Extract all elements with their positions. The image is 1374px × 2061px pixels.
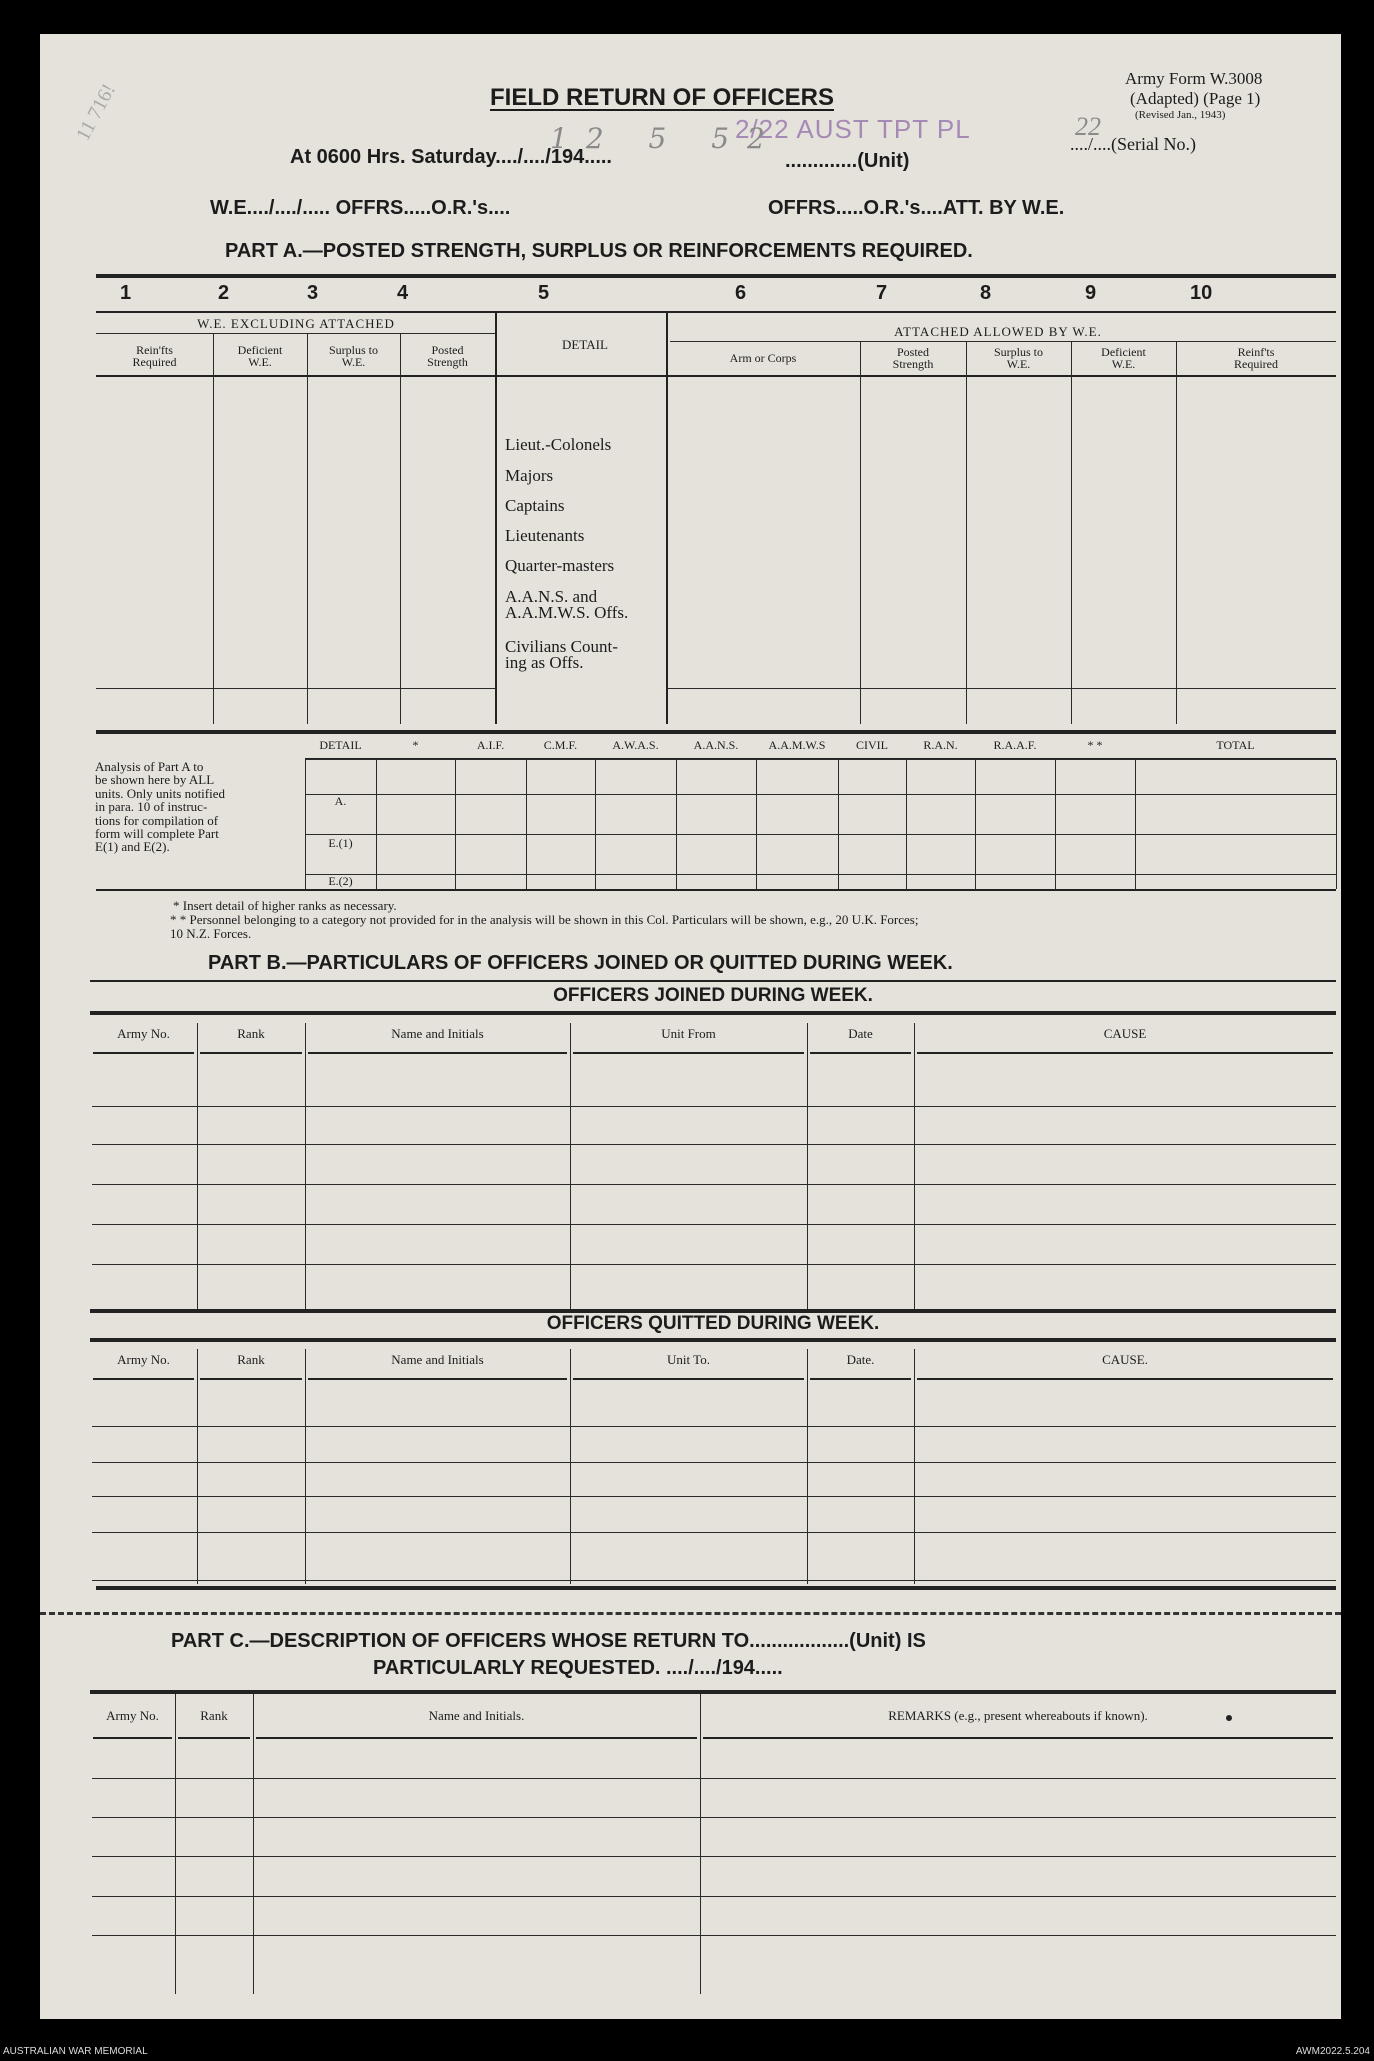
rule-line [807,1023,808,1309]
rule-line [305,874,1336,875]
rule-line [92,1224,1336,1225]
rule-line [305,760,306,889]
column-header: Reinf'ts Required [1234,345,1278,371]
column-number: 5 [538,282,550,304]
unit-label: .............(Unit) [785,150,910,172]
rule-line [92,1106,1336,1107]
rule-line [92,1580,1336,1581]
rule-line [305,794,1336,795]
column-number: 9 [1085,282,1097,304]
form-title: FIELD RETURN OF OFFICERS [490,84,834,111]
rule-line [455,760,456,889]
column-number: 1 [120,282,132,304]
analysis-header: A.A.N.S. [693,738,739,752]
part-b-title: PART B.—PARTICULARS OF OFFICERS JOINED OR QUITTED DURING WEEK. [208,952,953,974]
rule-line [914,1023,915,1309]
rule-line [703,1737,1333,1739]
rule-line [92,1426,1336,1427]
rule-line [810,1052,911,1054]
we-excluding-header: W.E. EXCLUDING ATTACHED [197,316,395,331]
column-header: REMARKS (e.g., present whereabouts if known). [888,1708,1148,1723]
rule-line [92,1856,1336,1857]
rule-line [573,1378,804,1380]
rule-line [92,1496,1336,1497]
rule-line [756,760,757,889]
footnote-2: * * Personnel belonging to a category not provided for in the analysis will be shown in this Col. Particulars will be shown, e.g., 20 U.K. Forces; 10 N.Z. Forces. [170,912,919,941]
footer-left: AUSTRALIAN WAR MEMORIAL [3,2046,148,2057]
analysis-header: A.I.F. [476,738,505,752]
rule-line [573,1052,804,1054]
rule-line [305,834,1336,835]
rule-line [92,1264,1336,1265]
column-number: 4 [397,282,409,304]
rule-line [92,1144,1336,1145]
rule-line [175,1694,176,1994]
detail-header: DETAIL [562,337,608,352]
rule-line [906,760,907,889]
rule-line [93,1737,172,1739]
footer-right: AWM2022.5.204 [1295,2046,1370,2057]
rule-line [200,1378,302,1380]
rank-label: Lieut.-Colonels [505,435,612,454]
rule-line [197,1023,198,1309]
rule-line [200,1052,302,1054]
rule-line [975,760,976,889]
form-number: Army Form W.3008 [1125,69,1263,88]
column-header: Date. [846,1352,875,1367]
analysis-header: * [412,738,419,752]
rule-line [810,1378,911,1380]
ink-dot [1226,1715,1232,1721]
rule-line [92,1532,1336,1533]
column-header: Posted Strength [892,345,934,371]
column-header: Surplus to W.E. [993,345,1043,371]
form-adapted: (Adapted) (Page 1) [1130,89,1261,108]
rule-line [305,759,1336,760]
rule-line [1135,760,1136,889]
analysis-header: A.W.A.S. [612,738,659,752]
form-revised: (Revised Jan., 1943) [1135,109,1226,121]
column-header: Name and Initials [391,1026,484,1041]
rule-line [676,760,677,889]
part-a-title: PART A.—POSTED STRENGTH, SURPLUS OR REINFORCEMENTS REQUIRED. [225,240,973,262]
rule-line [917,1378,1333,1380]
column-number: 7 [876,282,888,304]
joined-title: OFFICERS JOINED DURING WEEK. [553,985,873,1006]
analysis-row-label: E.(1) [328,836,353,850]
rank-label: Civilians Count- ing as Offs. [505,637,618,672]
form-page [40,34,1341,2019]
rule-line [305,1023,306,1309]
handwritten-serial: 22 [1075,112,1101,141]
rule-line [807,1349,808,1584]
rule-line [376,760,377,889]
column-header: Surplus to W.E. [328,343,378,369]
rank-label: Captains [505,496,565,515]
column-header: Army No. [117,1352,170,1367]
quitted-title: OFFICERS QUITTED DURING WEEK. [546,1313,880,1334]
analysis-row-label: A. [334,794,347,808]
rule-line [92,1935,1336,1936]
rule-line [914,1349,915,1584]
analysis-header: R.A.A.F. [993,738,1037,752]
column-header: Date [848,1026,873,1041]
date-line: At 0600 Hrs. Saturday..../..../194..... [290,146,612,168]
rule-line [92,1817,1336,1818]
column-header: Deficient W.E. [237,343,283,369]
rule-line [308,1052,567,1054]
part-c-title-line2: PARTICULARLY REQUESTED. ..../..../194..... [373,1657,783,1679]
rule-line [838,760,839,889]
column-header: Name and Initials. [428,1708,525,1723]
column-header: Army No. [117,1026,170,1041]
analysis-note: Analysis of Part A to be shown here by ALL units. Only units notified in para. 10 of instruc- tions for compilation of form will complete Part E(1) and E(2). [95,759,225,855]
rule-line [1336,760,1337,889]
analysis-header: R.A.N. [923,738,958,752]
column-header: Army No. [106,1708,159,1723]
column-header: CAUSE [1103,1026,1147,1041]
rule-line [570,1023,571,1309]
rule-line [253,1694,254,1994]
part-c-title-line1: PART C.—DESCRIPTION OF OFFICERS WHOSE RETURN TO..................(Unit) IS [171,1630,926,1652]
column-header: Rank [237,1352,265,1367]
attached-allowed-header: ATTACHED ALLOWED BY W.E. [894,324,1102,339]
rule-line [305,1349,306,1584]
rule-line [197,1349,198,1584]
rule-line [93,1052,194,1054]
column-header: Rein'fts Required [132,343,177,369]
column-number: 10 [1190,282,1213,304]
analysis-header: * * [1087,738,1103,752]
analysis-header: C.M.F. [543,738,578,752]
rule-line [92,1462,1336,1463]
rule-line [92,1184,1336,1185]
analysis-header: CIVIL [856,738,888,752]
footnote-1: * Insert detail of higher ranks as necessary. [173,898,397,913]
rank-label: Lieutenants [505,526,585,545]
column-header: Unit From [661,1026,716,1041]
rule-line [595,760,596,889]
rule-line [700,1694,701,1994]
analysis-header: A.A.M.W.S [768,738,826,752]
handwritten-margin-note: 11 716! [72,80,121,145]
analysis-header: DETAIL [319,738,362,752]
rule-line [178,1737,250,1739]
column-header: Deficient W.E. [1101,345,1146,371]
rule-line [308,1378,567,1380]
unit-stamp: 2/22 AUST TPT PL [735,114,971,144]
column-header: CAUSE. [1102,1352,1148,1367]
column-number: 6 [735,282,747,304]
handwritten-date: 12 5 52 [550,122,783,155]
we-line: W.E..../..../..... OFFRS.....O.R.'s.... [210,197,511,219]
column-header: Posted Strength [427,343,468,369]
rank-label: Quarter-masters [505,556,615,575]
rule-line [917,1052,1333,1054]
column-number: 8 [980,282,992,304]
column-header: Rank [200,1708,228,1723]
column-header: Arm or Corps [729,351,797,365]
rule-line [1055,760,1056,889]
rank-label: Majors [505,466,554,485]
column-header: Rank [237,1026,265,1041]
analysis-header: TOTAL [1216,738,1255,752]
perforation-line [40,1612,1341,1615]
column-header: Unit To. [667,1352,710,1367]
analysis-row-label: E.(2) [328,874,353,888]
serial-label: ..../....(Serial No.) [1070,134,1196,154]
rule-line [526,760,527,889]
column-number: 2 [218,282,230,304]
rule-line [256,1737,697,1739]
rule-line [92,1896,1336,1897]
rule-line [570,1349,571,1584]
rank-label: A.A.N.S. and A.A.M.W.S. Offs. [505,587,629,622]
column-header: Name and Initials [391,1352,484,1367]
we-line-att: OFFRS.....O.R.'s....ATT. BY W.E. [768,197,1065,219]
column-number: 3 [307,282,319,304]
rule-line [92,1778,1336,1779]
rule-line [93,1378,194,1380]
